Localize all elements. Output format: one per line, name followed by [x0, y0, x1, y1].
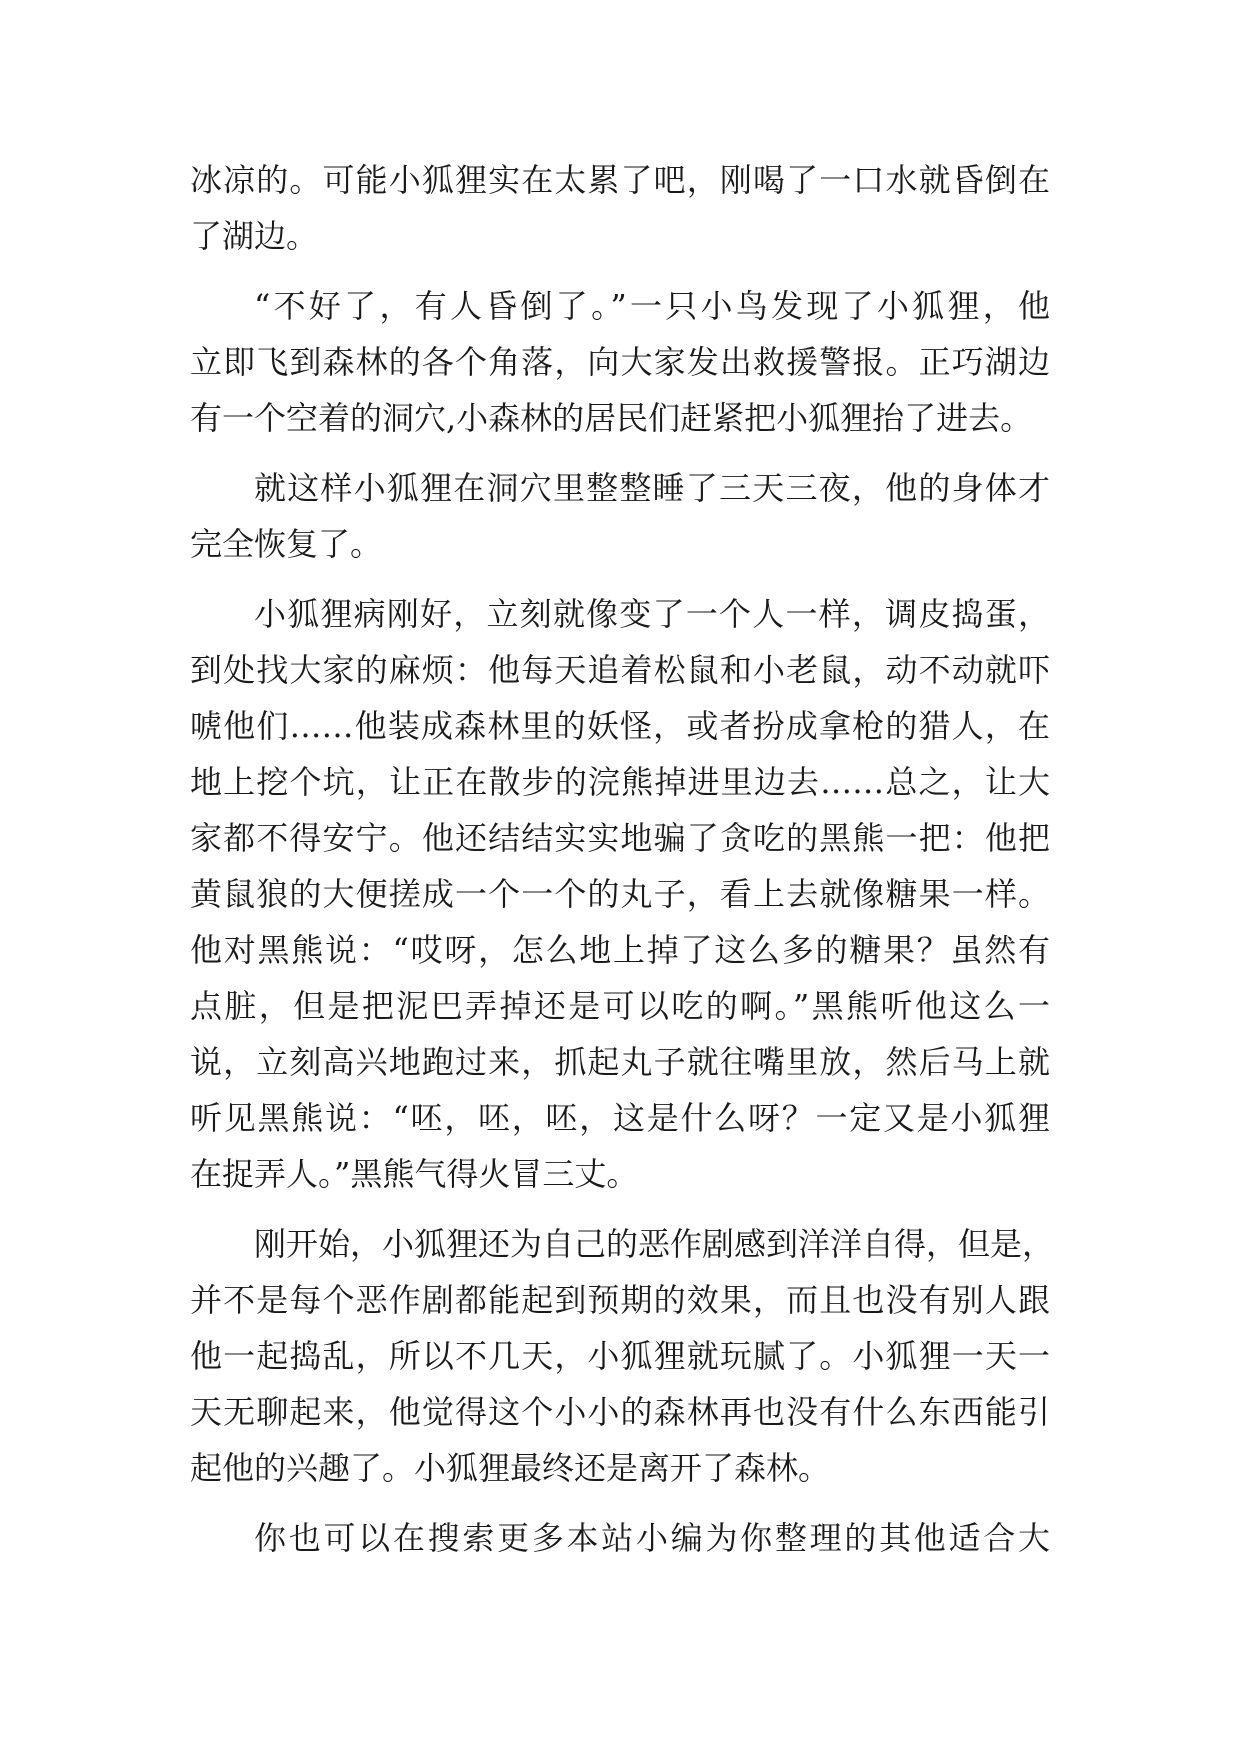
paragraph: [190, 586, 1050, 1202]
text-line: 就这样小狐狸在洞穴里整整睡了三天三夜，他的身体才: [254, 469, 1050, 507]
text-line: 立即飞到森林的各个角落，向大家发出救援警报。正巧湖边: [190, 343, 1050, 381]
paragraph: [190, 278, 1050, 446]
text-line: 家都不得安宁。他还结结实实地骗了贪吃的黑熊一把：他把: [190, 819, 1050, 857]
paragraph: [190, 1216, 1055, 1496]
text-line: 说，立刻高兴地跑过来，抓起丸子就往嘴里放，然后马上就: [190, 1043, 1050, 1081]
text-line: 你也可以在搜索更多本站小编为你整理的其他适合大: [254, 1519, 1050, 1557]
text-line: 地上挖个坑，让正在散步的浣熊掉进里边去……总之，让大: [190, 763, 1050, 801]
paragraph: [190, 1510, 1050, 1566]
text-line: 到处找大家的麻烦：他每天追着松鼠和小老鼠，动不动就吓: [190, 651, 1050, 689]
text-line: 小狐狸病刚好，立刻就像变了一个人一样，调皮捣蛋，: [254, 595, 1050, 633]
text-line: 并不是每个恶作剧都能起到预期的效果，而且也没有别人跟: [190, 1281, 1050, 1319]
text-line: 唬他们……他装成森林里的妖怪，或者扮成拿枪的猎人，在: [190, 707, 1050, 745]
paragraph: [190, 460, 1050, 572]
text-line: 天无聊起来，他觉得这个小小的森林再也没有什么东西能引: [190, 1393, 1050, 1431]
paragraph: [190, 152, 1050, 264]
text-line: 黄鼠狼的大便搓成一个一个的丸子，看上去就像糖果一样。: [190, 875, 1050, 913]
text-line: 他对黑熊说：“哎呀，怎么地上掉了这么多的糖果？虽然有: [190, 931, 1050, 969]
text-line: 完全恢复了。: [190, 525, 383, 563]
text-line: 刚开始，小狐狸还为自己的恶作剧感到洋洋自得，但是，: [254, 1225, 1055, 1263]
text-line: 起他的兴趣了。小狐狸最终还是离开了森林。: [190, 1449, 831, 1487]
document-body: [190, 152, 1055, 1566]
text-line: 了湖边。: [190, 217, 319, 255]
text-line: 听见黑熊说：“呸，呸，呸，这是什么呀？一定又是小狐狸: [190, 1099, 1050, 1137]
text-line: 在捉弄人。”黑熊气得火冒三丈。: [190, 1155, 639, 1193]
text-line: 有一个空着的洞穴,小森林的居民们赶紧把小狐狸抬了进去。: [190, 399, 1033, 437]
text-line: “不好了，有人昏倒了。”一只小鸟发现了小狐狸，他: [254, 287, 1050, 325]
text-line: 他一起捣乱，所以不几天，小狐狸就玩腻了。小狐狸一天一: [190, 1337, 1050, 1375]
text-line: 冰凉的。可能小狐狸实在太累了吧，刚喝了一口水就昏倒在: [190, 161, 1050, 199]
text-line: 点脏，但是把泥巴弄掉还是可以吃的啊。”黑熊听他这么一: [190, 987, 1050, 1025]
